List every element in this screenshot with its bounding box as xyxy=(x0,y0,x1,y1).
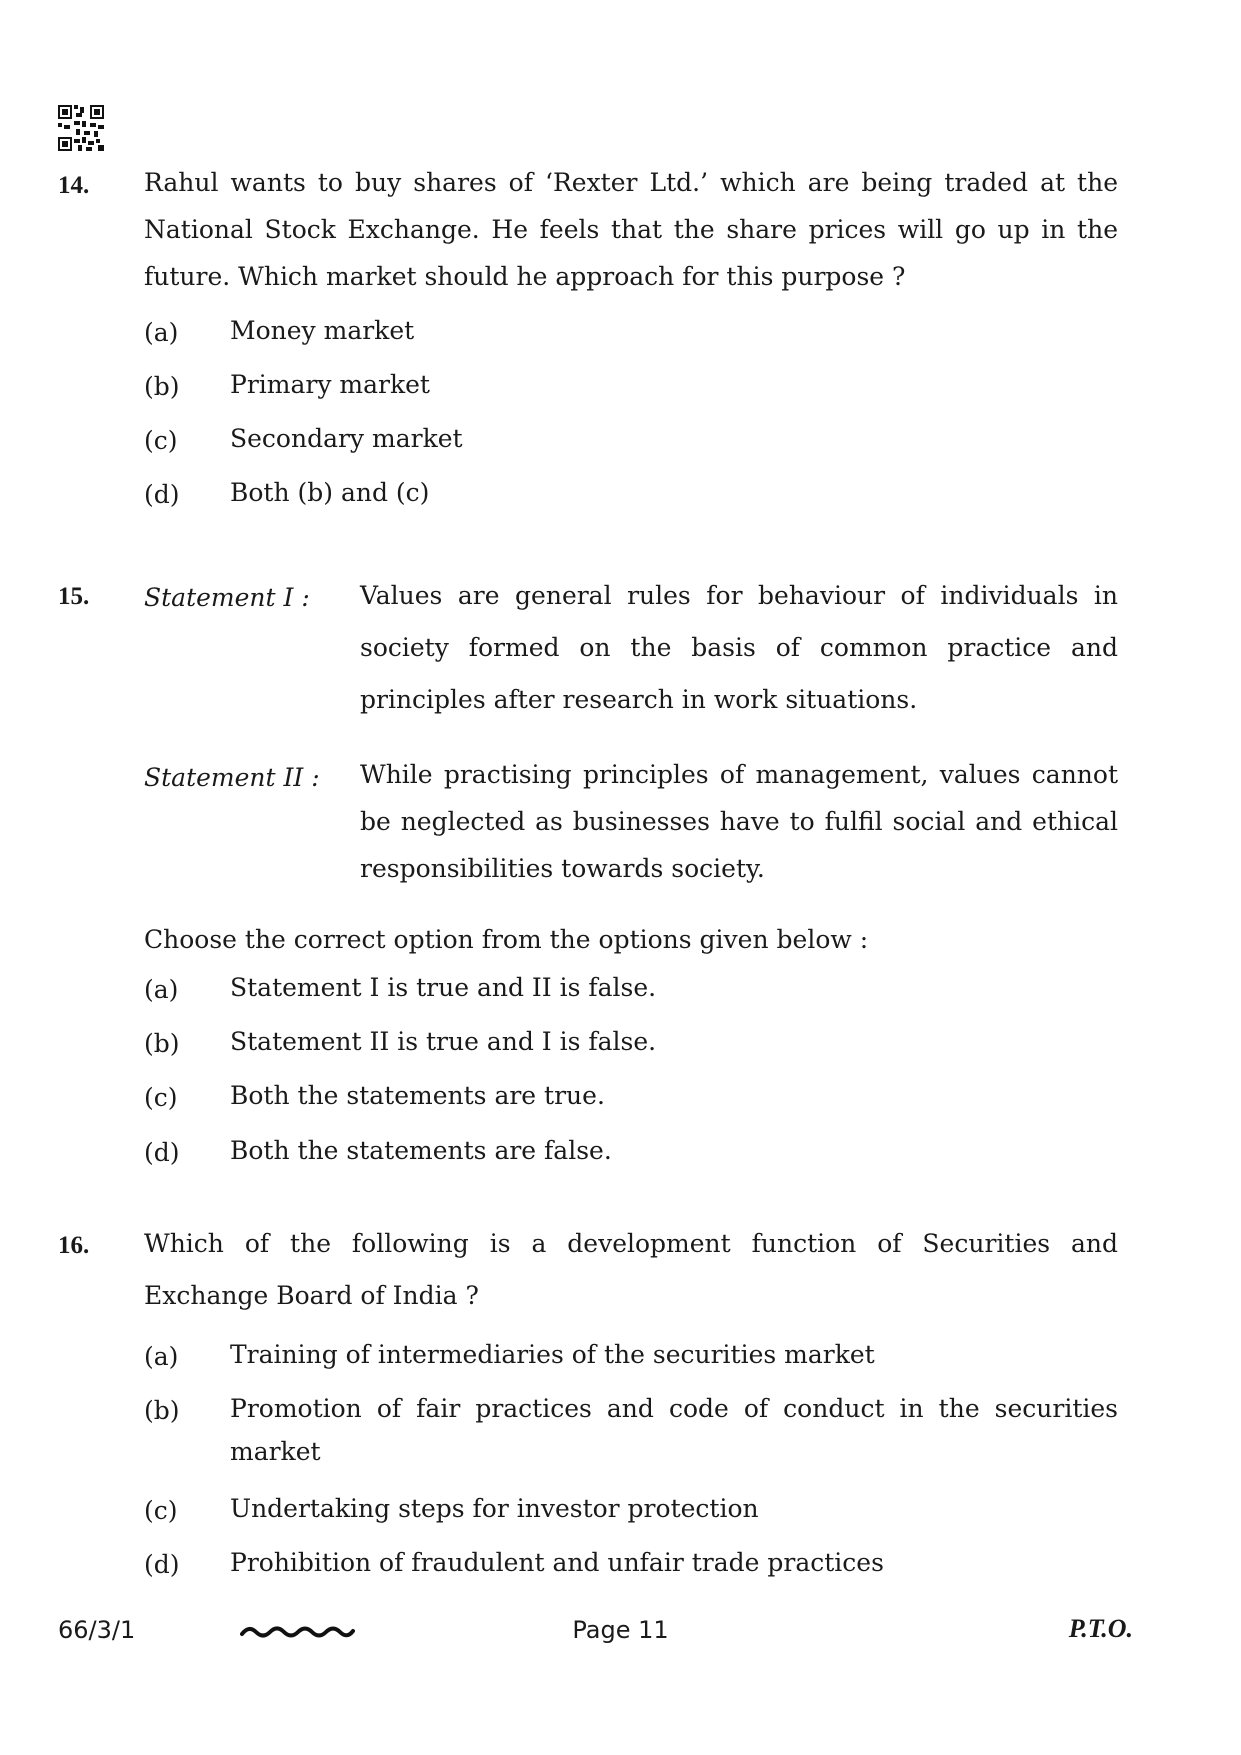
option-text: Undertaking steps for investor protection xyxy=(230,1494,759,1523)
option-text: Statement II is true and I is false. xyxy=(230,1027,657,1056)
option-text: Both the statements are false. xyxy=(230,1136,612,1165)
option-label: (b) xyxy=(144,372,180,401)
option-label: (a) xyxy=(144,975,179,1004)
option-text: Training of intermediaries of the securities market xyxy=(230,1340,875,1369)
question-number: 15. xyxy=(58,583,90,610)
option-label: (d) xyxy=(144,1138,180,1167)
statement-1-label: Statement I : xyxy=(144,583,310,612)
option-label: (d) xyxy=(144,1550,180,1579)
option-label: (b) xyxy=(144,1396,180,1425)
page-number: Page 11 xyxy=(572,1616,669,1644)
question-number: 16. xyxy=(58,1232,90,1259)
qr-code-icon xyxy=(58,105,104,151)
option-label: (c) xyxy=(144,426,178,455)
question-text: Rahul wants to buy shares of ‘Rexter Ltd.’ which are being traded at the National Stock Exchange. He feels that the share prices will go up in the future. Which market should he approach for this purpose ? xyxy=(144,168,1118,291)
option-label: (d) xyxy=(144,480,180,509)
option-label: (b) xyxy=(144,1029,180,1058)
option-label: (c) xyxy=(144,1496,178,1525)
option-text: Both (b) and (c) xyxy=(230,478,430,507)
pto-text: P.T.O. xyxy=(1068,1614,1133,1643)
statement-2-text: While practising principles of management, values cannot be neglected as businesses have to fulfil social and ethical responsibilities towards society. xyxy=(360,760,1118,883)
option-label: (a) xyxy=(144,1342,179,1371)
option-text: Secondary market xyxy=(230,424,463,453)
option-label: (a) xyxy=(144,318,179,347)
option-text: Promotion of fair practices and code of conduct in the securities market xyxy=(230,1394,1118,1466)
option-text: Prohibition of fraudulent and unfair trade practices xyxy=(230,1548,884,1577)
statement-2-label: Statement II : xyxy=(144,763,320,792)
option-label: (c) xyxy=(144,1083,178,1112)
option-text: Primary market xyxy=(230,370,430,399)
option-text: Both the statements are true. xyxy=(230,1081,605,1110)
question-number: 14. xyxy=(58,172,90,199)
question-instruction: Choose the correct option from the options given below : xyxy=(144,925,869,954)
option-text: Statement I is true and II is false. xyxy=(230,973,657,1002)
statement-1-text: Values are general rules for behaviour of individuals in society formed on the basis of common practice and principles after research in work situations. xyxy=(360,581,1118,714)
question-text: Which of the following is a development function of Securities and Exchange Board of India ? xyxy=(144,1229,1118,1310)
option-text: Money market xyxy=(230,316,415,345)
paper-code: 66/3/1 xyxy=(58,1616,136,1644)
